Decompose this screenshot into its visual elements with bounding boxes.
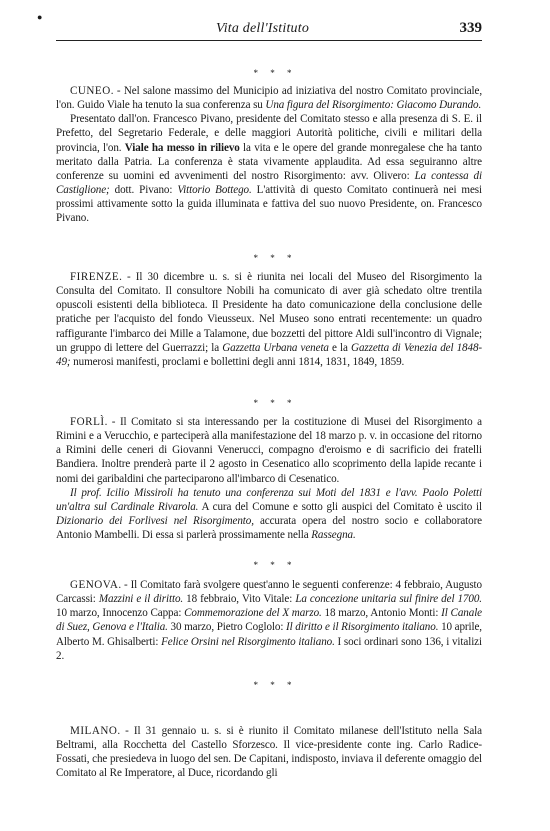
running-title: Vita dell'Istituto	[216, 21, 310, 36]
page-header	[56, 20, 482, 41]
journal-title: Rassegna.	[311, 529, 356, 542]
conference-title: Una figura del Risorgimento: Giacomo Durando.	[265, 99, 482, 112]
text-run: L'attività di questo Comitato continuerà nei mesi prossimi attivamente sotto la guida illuminata e fattiva del suo nuovo Presidente, on. Francesco Pivano.	[56, 184, 482, 225]
paragraph	[56, 415, 482, 486]
text-run: la vita e le opere del grande monregalese che ha tanto meritato dalla Patria. La conferenza è stata vivamente applaudita. Ad essa seguiranno altre conferenze su uomini ed avvenimenti del nostro Risorgimento: avv. Olivero:	[56, 141, 482, 182]
conference-title: Il diritto e il Risorgimento italiano.	[286, 621, 439, 634]
conference-title: La concezione unitaria sul finire del 1700.	[295, 593, 482, 606]
section-separator: * * *	[253, 560, 297, 570]
section-separator: * * *	[253, 680, 297, 690]
page-number: 339	[459, 20, 482, 36]
section-firenze	[56, 270, 482, 369]
text-run: 10 marzo, Innocenzo Cappa:	[56, 607, 185, 620]
section-genova	[56, 578, 482, 663]
text-run: 18 marzo, Antonio Monti:	[321, 607, 442, 620]
section-milano	[56, 724, 482, 781]
text-run: . - Il 30 dicembre u. s. si è riunita nei locali del Museo del Risorgimento la Consulta del Comitato. Il consultore Nobili ha comunicato di aver già schedato oltre trentila opuscoli esistenti della biblioteca. Il Presidente ha dato comunicazione della conclusione delle pratiche per l'acquisto del fondo Vieusseux. Nel Museo sono entrati recentemente: un quadro raffigurante l'imbarco dei Mille a Talamone, due bozzetti del pittore Aldi sull'incontro di Vignale; un gruppo di lettere del Guerrazzi; la	[56, 271, 482, 354]
paragraph	[56, 270, 482, 369]
text-run: e l'avv. Paolo Poletti un'altra sul	[56, 486, 482, 513]
emphasis: Viale ha messo in rilievo	[124, 141, 240, 154]
conference-title: Cardinale Rivarola.	[110, 500, 199, 513]
text-run: accurata opera del nostro socio e collaboratore Antonio Mambelli. Di essa si parlerà prossimamente nella	[56, 515, 482, 542]
section-separator: * * *	[253, 68, 297, 78]
paragraph	[56, 486, 482, 543]
conference-title: Moti del 1831	[315, 486, 381, 499]
text-run: Presentato dall'on. Francesco Pivano, presidente del Comitato stesso e alla presenza di S. E. il Prefetto, del Segretario Federale, e delle maggiori Autorità politiche, civili e militari della provincia, l'on.	[56, 113, 482, 154]
newspaper-title: Gazzetta Urbana veneta	[222, 341, 329, 354]
text-run: . - Il Comitato si sta interessando per la costituzione di Musei del Risorgimento a Rimini e a Verucchio, e parteciperà alla manifestazione del 18 marzo p. v. in occasione del ritorno a Rimini delle ceneri di Giovanni Venerucci, compagno d'eroismo e di sacrificio dei fratelli Bandiera. Inoltre prenderà parte il 2 agosto in Cesenatico allo scoprimento della lapide recante i nomi dei garibaldini che parteciparono all'imbarco di Cesenatico.	[56, 416, 482, 485]
place-name: FIRENZE	[70, 271, 120, 283]
paragraph	[56, 724, 482, 781]
text-run: . - Il 31 gennaio u. s. si è riunito il Comitato milanese dell'Istituto nella Sala Beltrami, alla Rocchetta del Castello Sforzesco. Il vice-presidente conte ing. Carlo Radice-Fossati, che presiedeva in luogo del sen. De Capitani, indisposto, inviava il deferente omaggio del Comitato al Re Imperatore, al Duce, ricordando gli	[56, 725, 482, 780]
paragraph	[56, 84, 482, 112]
text-run: numerosi manifesti, proclami e bollettini degli anni 1814, 1831, 1849, 1859.	[70, 355, 405, 368]
conference-title: Vittorio Bottego.	[177, 184, 252, 197]
place-name: MILANO	[70, 725, 118, 737]
text-run: I soci ordinari sono 136, i vitalizi 2.	[56, 635, 482, 662]
section-forli	[56, 415, 482, 542]
margin-mark: ●	[37, 12, 43, 22]
section-separator: * * *	[253, 253, 297, 263]
text-run: dott. Pivano:	[109, 184, 178, 197]
conference-title: Commemorazione del X marzo.	[184, 607, 322, 620]
text-run: A cura del Comune e sotto gli auspici del Comitato è uscito il	[198, 500, 482, 513]
text-run: . - Il Comitato farà svolgere quest'anno le seguenti conferenze: 4 febbraio, Augusto Carcassi:	[56, 579, 482, 606]
place-name: CUNEO	[70, 85, 111, 97]
conference-title: Mazzini e il diritto.	[98, 593, 184, 606]
text-run: 18 febbraio, Vito Vitale:	[183, 593, 296, 606]
text-run: . - Nel salone massimo del Municipio ad iniziativa del nostro Comitato provinciale, l'on. Guido Viale ha tenuto la sua conferenza su	[56, 85, 482, 112]
conference-title: Il Canale di Suez, Genova e l'Italia.	[56, 607, 482, 634]
newspaper-title: Gazzetta di Venezia del 1848-49;	[56, 341, 482, 368]
text-run: 10 aprile, Alberto M. Ghisalberti:	[56, 621, 482, 648]
text-run: e la	[328, 341, 352, 354]
paragraph	[56, 112, 482, 225]
section-cuneo	[56, 84, 482, 226]
conference-title: Felice Orsini nel Risorgimento italiano.	[161, 635, 335, 648]
place-name: GENOVA	[70, 579, 119, 591]
place-name: FORLÌ	[70, 416, 105, 428]
book-title: Dizionario dei Forlivesi nel Risorgimento,	[56, 515, 254, 528]
conference-title: La contessa di Castiglione;	[56, 169, 482, 197]
section-separator: * * *	[253, 398, 297, 408]
paragraph	[56, 578, 482, 663]
text-run: Il prof. Icilio Missiroli ha tenuto una conferenza sui	[70, 486, 316, 499]
text-run: 30 marzo, Pietro Coglolo:	[167, 621, 286, 634]
